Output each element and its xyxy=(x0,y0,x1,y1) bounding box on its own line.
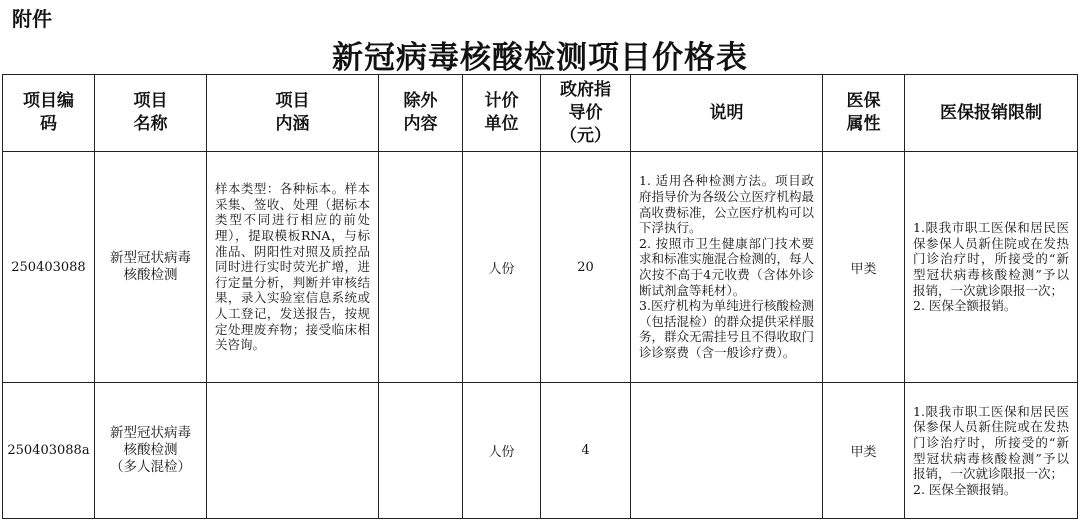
cell-content xyxy=(207,383,379,519)
header-code: 项目编 码 xyxy=(3,75,95,152)
cell-name-text: 新型冠状病毒 核酸检测 xyxy=(110,250,191,283)
header-unit: 计价 单位 xyxy=(463,75,541,152)
cell-limits xyxy=(905,152,1078,383)
cell-excluded xyxy=(379,383,463,519)
price-table xyxy=(2,74,1078,519)
cell-insurance-type: 甲类 xyxy=(823,383,905,519)
attachment-label: 附件 xyxy=(12,7,52,31)
cell-unit: 人份 xyxy=(463,152,541,383)
cell-limits-text: 1.限我市职工医保和居民医保参保人员新住院或在发热门诊治疗时，所接受的“新型冠状病毒核酸检测”予以报销，一次就诊限报一次； 2. 医保全额报销。 xyxy=(913,220,1069,314)
cell-notes xyxy=(631,383,823,519)
cell-content-text: 样本类型：各种标本。样本采集、签收、处理（据标本类型不同进行相应的前处理），提取模板RNA，与标准品、阴阳性对照及质控品同时进行实时荧光扩增，进行定量分析，判断并审核结果，录入实验室信息系统或人工登记，发送报告，按规定处理废弃物；接受临床相关咨询。 xyxy=(215,181,370,353)
header-notes: 说明 xyxy=(631,75,823,152)
table-row xyxy=(3,383,1078,519)
header-excluded: 除外 内容 xyxy=(379,75,463,152)
cell-name-text: 新型冠状病毒 核酸检测 （多人混检） xyxy=(110,425,191,475)
table-row xyxy=(3,152,1078,383)
cell-price: 20 xyxy=(541,152,631,383)
header-insurance-type: 医保 属性 xyxy=(823,75,905,152)
header-limits: 医保报销限制 xyxy=(905,75,1078,152)
cell-limits-text: 1.限我市职工医保和居民医保参保人员新住院或在发热门诊治疗时，所接受的“新型冠状病毒核酸检测”予以报销，一次就诊限报一次； 2. 医保全额报销。 xyxy=(913,403,1069,497)
cell-unit: 人份 xyxy=(463,383,541,519)
header-price: 政府指 导价 （元） xyxy=(541,75,631,152)
cell-notes-text: 1. 适用各种检测方法。项目政府指导价为各级公立医疗机构最高收费标准，公立医疗机构可以下浮执行。 2. 按照市卫生健康部门技术要求和标准实施混合检测的，每人次按不高于4元收费（含体外诊断试剂盒等耗材）。 3.医疗机构为单纯进行核酸检测（包括混检）的群众提供采样服务，群众无需挂号且不得收取门诊诊察费（含一般诊疗费）。 xyxy=(639,173,815,360)
cell-code: 250403088 xyxy=(3,152,95,383)
cell-content xyxy=(207,152,379,383)
cell-notes xyxy=(631,152,823,383)
header-name: 项目 名称 xyxy=(95,75,207,152)
document-title: 新冠病毒核酸检测项目价格表 xyxy=(332,40,748,76)
cell-name xyxy=(95,383,207,519)
cell-name xyxy=(95,152,207,383)
cell-limits xyxy=(905,383,1078,519)
cell-code: 250403088a xyxy=(3,383,95,519)
cell-price: 4 xyxy=(541,383,631,519)
cell-excluded xyxy=(379,152,463,383)
header-content: 项目 内涵 xyxy=(207,75,379,152)
table-header-row xyxy=(3,75,1078,152)
cell-insurance-type: 甲类 xyxy=(823,152,905,383)
